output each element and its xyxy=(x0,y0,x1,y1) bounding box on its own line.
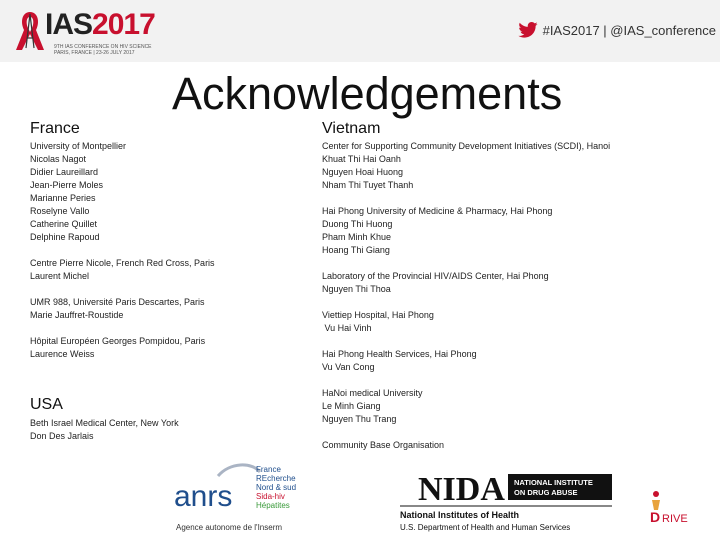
vietnam-affiliation: Hai Phong Health Services, Hai Phong xyxy=(322,349,477,359)
ias-title xyxy=(45,8,155,42)
vietnam-person: Pham Minh Khue xyxy=(322,232,392,242)
france-person: Laurent Michel xyxy=(30,271,90,281)
vietnam-person: Nguyen Thu Trang xyxy=(322,414,397,424)
vietnam-person: Khuat Thi Hai Oanh xyxy=(322,154,401,164)
france-person: Jean-Pierre Moles xyxy=(30,180,104,190)
anrs-side-line: REcherche xyxy=(256,474,296,483)
nida-box-line: ON DRUG ABUSE xyxy=(514,488,578,497)
vietnam-person: Vu Van Cong xyxy=(322,362,375,372)
france-person: Nicolas Nagot xyxy=(30,154,87,164)
france-list xyxy=(30,140,215,361)
nida-logo xyxy=(400,468,616,536)
drive-word: RIVE xyxy=(662,513,688,525)
ias-year: 2017 xyxy=(92,8,155,41)
france-person: Marianne Peries xyxy=(30,193,96,203)
vietnam-affiliation: HaNoi medical University xyxy=(322,388,423,398)
anrs-side-line: Nord & sud xyxy=(256,483,297,492)
france-affiliation: University of Montpellier xyxy=(30,141,127,151)
vietnam-affiliation: Community Base Organisation xyxy=(322,440,445,450)
vietnam-list xyxy=(322,140,610,452)
anrs-side-line: France xyxy=(256,465,281,474)
usa-affiliation: Beth Israel Medical Center, New York xyxy=(30,418,179,428)
france-person: Marie Jauffret-Roustide xyxy=(30,310,124,320)
vietnam-person: Vu Hai Vinh xyxy=(322,323,372,333)
ias-subtitle-2: PARIS, FRANCE | 23-26 JULY 2017 xyxy=(54,50,135,56)
france-person: Catherine Quillet xyxy=(30,219,98,229)
france-person: Delphine Rapoud xyxy=(30,232,100,242)
twitter-handle[interactable] xyxy=(518,22,716,38)
anrs-side-line: Hépatites xyxy=(256,501,290,510)
vietnam-affiliation: Viettiep Hospital, Hai Phong xyxy=(322,310,434,320)
anrs-logo xyxy=(172,462,322,534)
nida-nih-line: National Institutes of Health xyxy=(400,510,520,520)
vietnam-person: Nham Thi Tuyet Thanh xyxy=(322,180,414,190)
nida-hhs-line: U.S. Department of Health and Human Services xyxy=(400,523,571,532)
twitter-text: #IAS2017 | @IAS_conference xyxy=(542,22,716,38)
usa-person: Don Des Jarlais xyxy=(30,431,94,441)
drive-logo xyxy=(644,488,700,532)
france-person: Didier Laureillard xyxy=(30,167,99,177)
ias-subtitle-1: 9TH IAS CONFERENCE ON HIV SCIENCE xyxy=(54,44,152,50)
vietnam-affiliation: Hai Phong University of Medicine & Pharmacy, Hai Phong xyxy=(322,206,553,216)
france-affiliation: UMR 988, Université Paris Descartes, Paris xyxy=(30,297,205,307)
france-person: Roselyne Vallo xyxy=(30,206,90,216)
nida-box-line: NATIONAL INSTITUTE xyxy=(514,478,593,487)
nida-word: NIDA xyxy=(418,471,505,508)
vietnam-person: Nguyen Hoai Huong xyxy=(322,167,404,177)
vietnam-person: Hoang Thi Giang xyxy=(322,245,390,255)
usa-list xyxy=(30,417,179,443)
usa-heading: USA xyxy=(30,396,63,413)
page-title: Acknowledgements xyxy=(172,68,563,119)
drive-logo-graphic xyxy=(644,488,700,532)
twitter-bird-icon xyxy=(518,22,538,38)
vietnam-person: Le Minh Giang xyxy=(322,401,381,411)
france-heading: France xyxy=(30,120,80,137)
vietnam-affiliation: Laboratory of the Provincial HIV/AIDS Center, Hai Phong xyxy=(322,271,549,281)
vietnam-heading: Vietnam xyxy=(322,120,381,137)
ribbon-icon xyxy=(12,8,48,54)
vietnam-affiliation: Center for Supporting Community Development Initiatives (SCDI), Hanoi xyxy=(322,141,611,151)
vietnam-person: Nguyen Thi Thoa xyxy=(322,284,391,294)
nida-logo-graphic xyxy=(400,468,616,536)
anrs-word: anrs xyxy=(174,480,233,513)
anrs-side-line: Sida-hiv xyxy=(256,492,285,501)
header-banner xyxy=(0,0,720,62)
france-affiliation: Centre Pierre Nicole, French Red Cross, Paris xyxy=(30,258,215,268)
france-affiliation: Hôpital Européen Georges Pompidou, Paris xyxy=(30,336,206,346)
ias-word: IAS xyxy=(45,8,93,41)
ias2017-logo xyxy=(12,6,172,58)
drive-letter: D xyxy=(650,509,661,525)
vietnam-person: Duong Thi Huong xyxy=(322,219,393,229)
anrs-logo-graphic xyxy=(172,462,322,534)
france-person: Laurence Weiss xyxy=(30,349,95,359)
anrs-tagline: Agence autonome de l'Inserm xyxy=(176,523,283,532)
